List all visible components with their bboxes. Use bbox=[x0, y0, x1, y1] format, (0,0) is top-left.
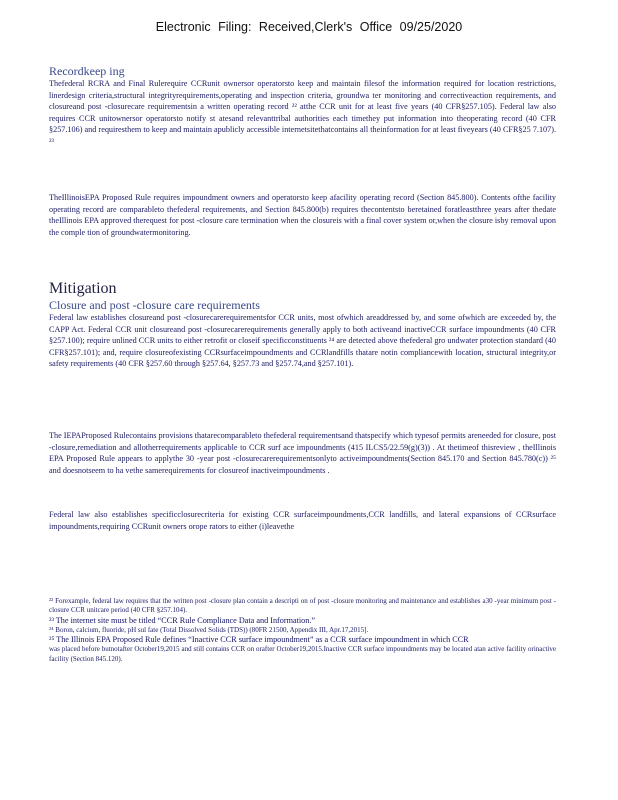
mitigation-paragraph-1: Federal law establishes closureand post -closurecarerequirementsfor CCR units, most ofwhich areaddressed by, and some ofwhich are exceeded by, the CAPP Act. Federal CCR unit closureand post -closurecarerequirements generally apply to both activeand inactiveCCR surface impoundments (40 CFR §257.100); require unlined CCR units to either retrofit or closeif specificconstituents ²⁴ are detected above thefederal gro undwater protection standard (40 CFR§257.101); and, require closureofexisting CCRsurfaceimpoundments and CCRlandfills thatare notin compliancewith location, structural integrity,or safety requirements (40 CFR §257.60 through §257.64, §257.73 and §257.74,and §257.101). bbox=[49, 313, 556, 369]
footnote-25-continued: was placed before butnotafter October19,2015 and still contains CCR on orafter October19,2015.Inactive CCR surface impoundments may be located atan active facility orinactive facility (Section 845.120). bbox=[49, 645, 556, 663]
recordkeeping-paragraph-2: TheIllinoisEPA Proposed Rule requires impoundment owners and operatorsto keep afacility operating record (Section 845.800). Contents ofthe facility operating record are comparableto thefederal requirements, and Section 845.800(b) requires thecontentsto beretained foratleastthree years after thedate theIllinois EPA approved therequest for post -closure care termination when the closureis with a final cover system or,when the closure isby removal upon the comple tion of groundwatermonitoring. bbox=[49, 193, 556, 237]
mitigation-paragraph-3: Federal law also establishes specificclosurecriteria for existing CCR surfaceimpoundments,CCR landfills, and lateral expansions of CCRsurface impoundments,requiring CCRunit owners orope rators to either (i)leavethe bbox=[49, 510, 556, 531]
mitigation-paragraph-2: The IEPAProposed Rulecontains provisions thatarecomparableto thefederal requirementsand thatspecify which typesof permits areneeded for closure, post -closure,remediation and allotherrequirements applicable to CCR surf ace impoundments (415 ILCS5/22.59(g)(3)) . At thetimeof thisreview , theIllinois EPA Proposed Rule appears to applythe 30 -year post -closurecarerequirementsonlyto activeimpoundments(Section 845.170 and Section 845.780(c)) ²⁵ and doesnotseem to ha vethe samerequirements for closureof inactiveimpoundments . bbox=[49, 431, 556, 475]
mitigation-section bbox=[49, 279, 556, 370]
footnote-25: ²⁵ The Illinois EPA Proposed Rule defines “Inactive CCR surface impoundment” as a CCR surface impoundment in which CCR bbox=[49, 635, 469, 645]
recordkeeping-section bbox=[49, 64, 556, 148]
footnote-22: ²² Forexample, federal law requires that the written post -closure plan contain a descripti on of post -closure monitoring and maintenance and establishes a30 -year minimum post -closure CCR unitcare period (40 CFR §257.104). bbox=[49, 597, 556, 615]
closure-subheading: Closure and post -closure care requirements bbox=[49, 298, 260, 312]
mitigation-section-2 bbox=[49, 430, 556, 476]
filing-header: Electronic Filing: Received,Clerk's Office 09/25/2020 bbox=[155, 20, 463, 34]
recordkeeping-section-2 bbox=[49, 192, 556, 238]
recordkeeping-heading: Recordkeep ing bbox=[49, 64, 125, 78]
footnote-24: ²⁴ Boron, calcium, fluoride, pH sul fate (Total Dissolved Solids (TDS)) (80FR 21500, Appendix III, Apr.17,2015]. bbox=[49, 625, 369, 634]
recordkeeping-paragraph-1: Thefederal RCRA and Final Rulerequire CCRunit ownersor operatorsto keep and maintain filesof the information required for location restrictions, linerdesign criteria,structural integrityrequirements,operating and inspection criteria, groundwa ter monitoring and correctiveaction requirements, and closureand post -closurecare requirementsin a written operating record ²² atthe CCR unit for at least five years (40 CFR§257.105). Federal law also requires CCR unitownersor operatorsto notify st atesand relevanttribal authorities each timethey put information into theoperating record (40 CFR §257.106) and requiresthem to keep and maintain apublicly accessible internetsitethatcontains all theinformation for at least fiveyears (40 CFR§25 7.107). ²³ bbox=[49, 79, 556, 146]
mitigation-heading: Mitigation bbox=[49, 280, 117, 297]
footnotes bbox=[49, 597, 556, 664]
footnote-23: ²³ The internet site must be titled “CCR Rule Compliance Data and Information.” bbox=[49, 615, 316, 625]
mitigation-section-3 bbox=[49, 509, 556, 532]
